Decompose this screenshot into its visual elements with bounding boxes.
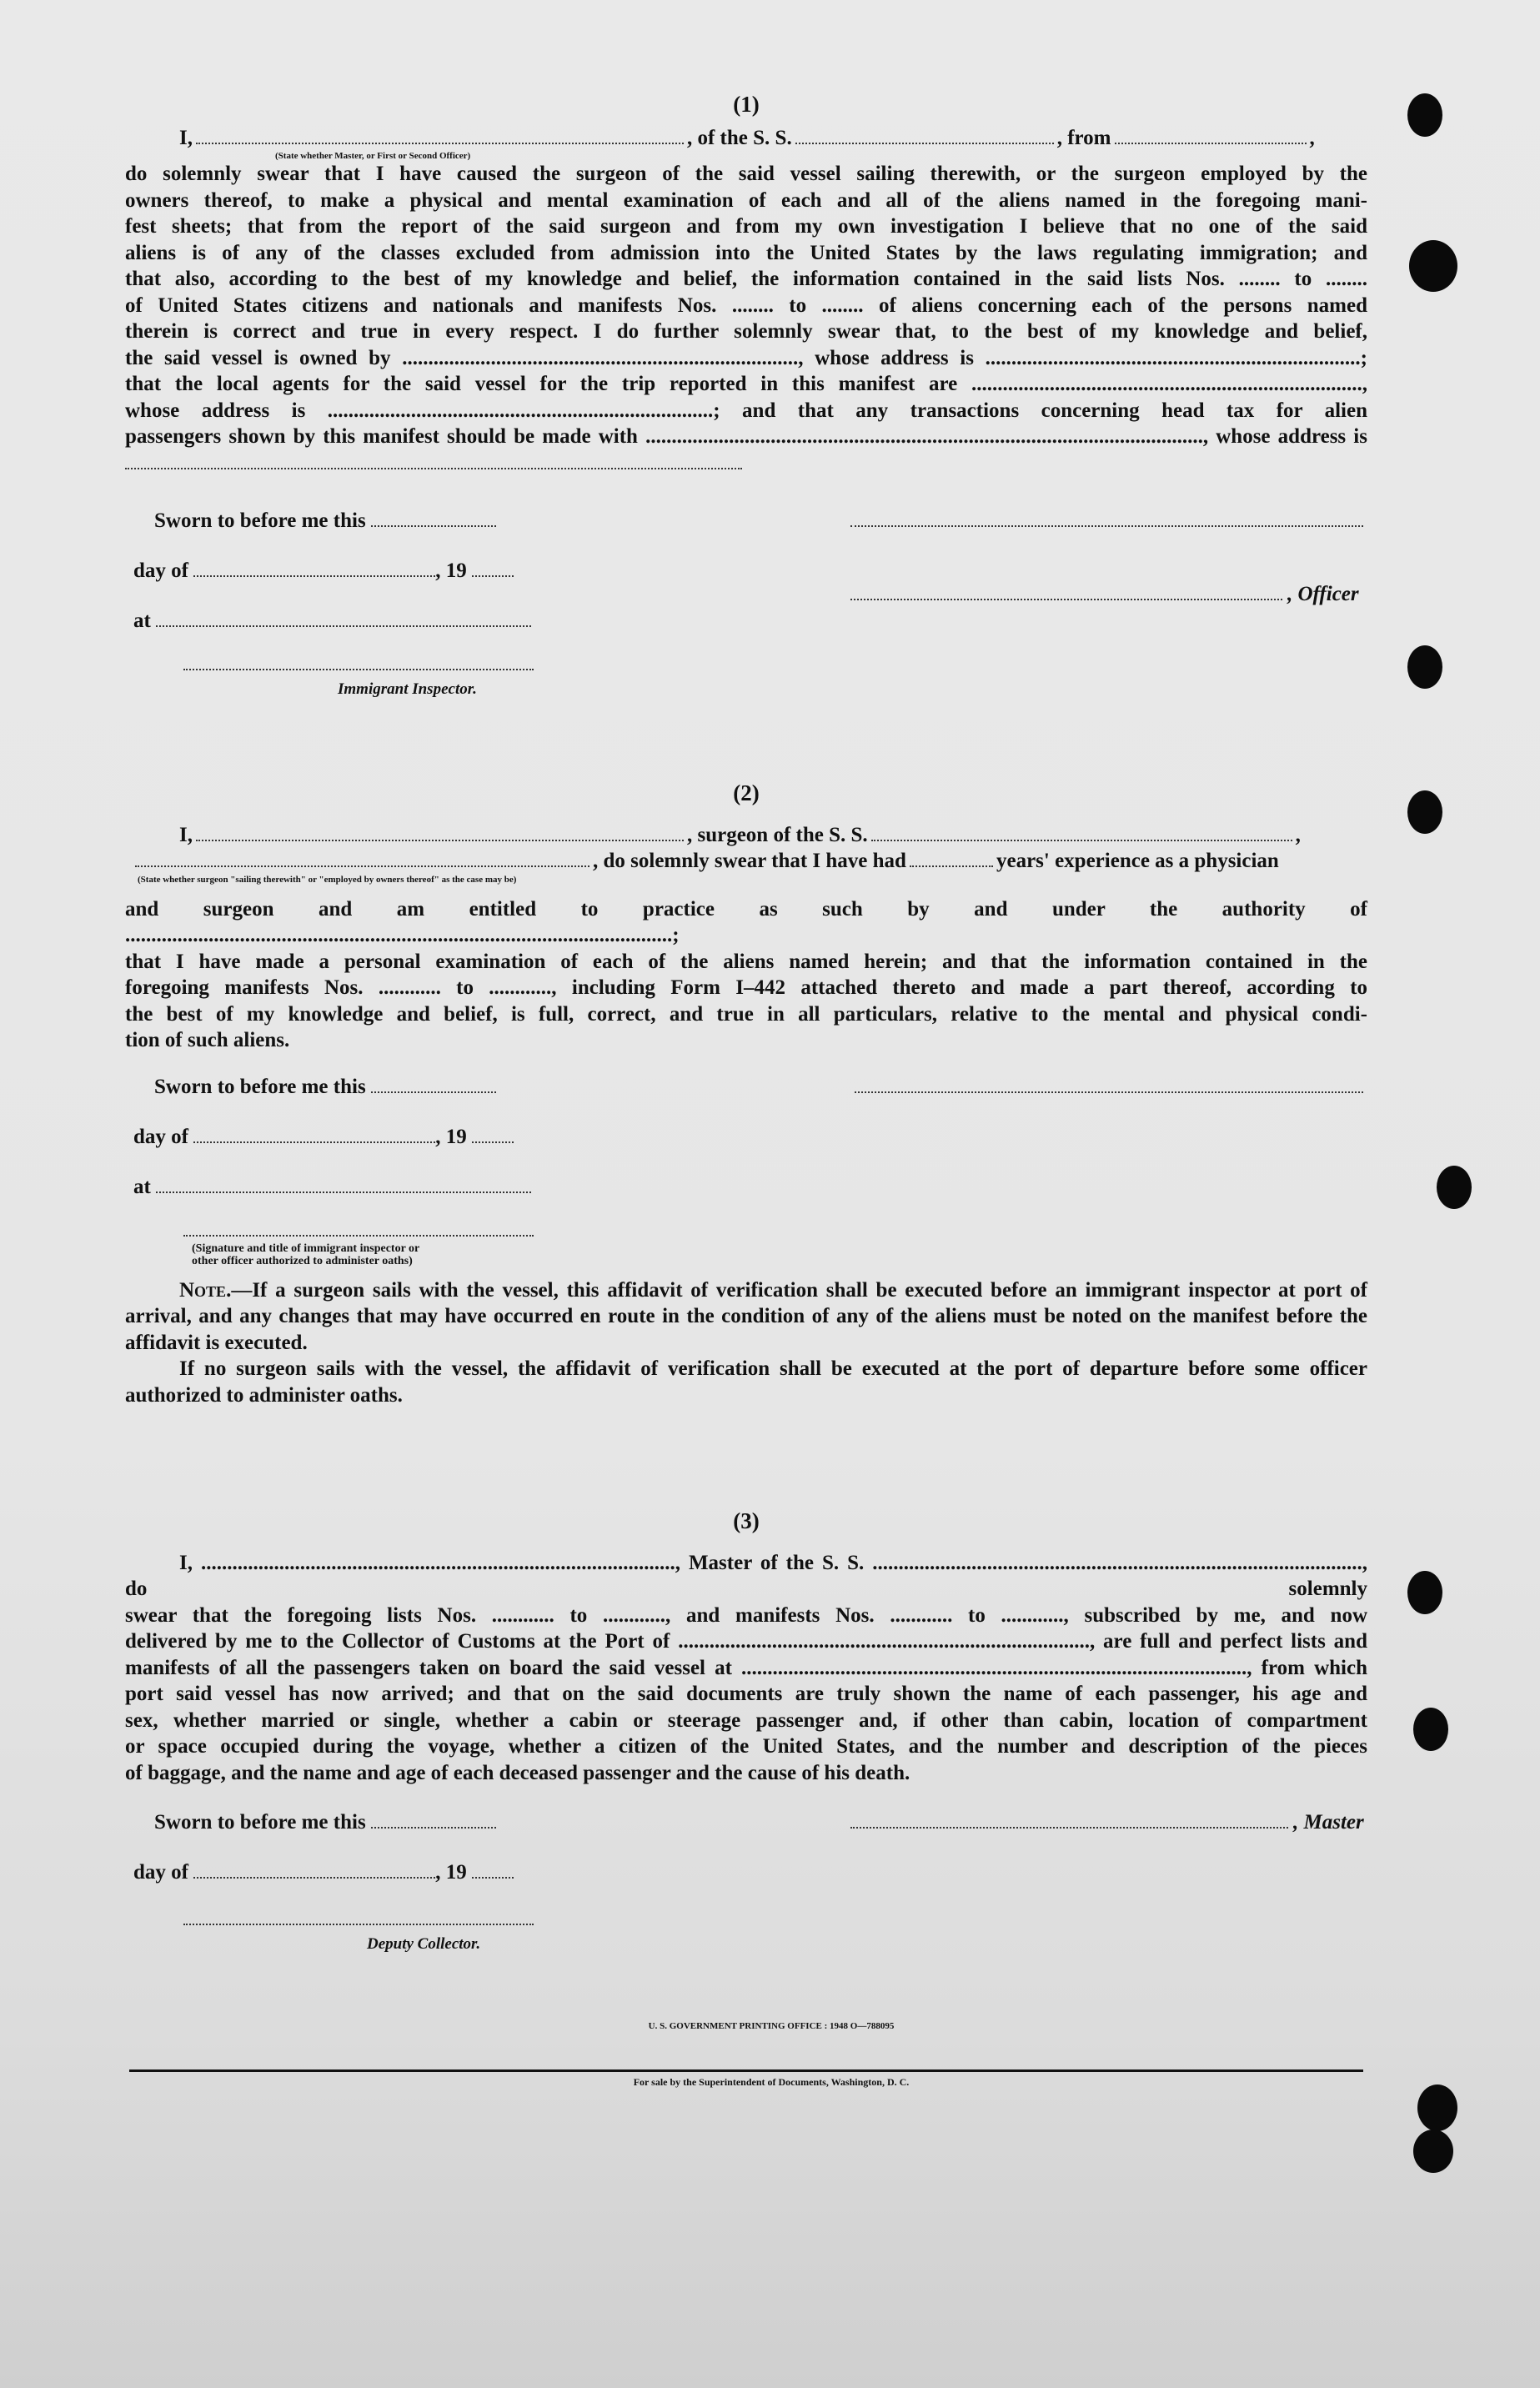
sworn-date-field[interactable] <box>371 509 496 527</box>
body-line: that I have made a personal examination of each of the aliens named herein; and that the information contained in the <box>125 950 1367 973</box>
punch-hole <box>1409 240 1457 292</box>
day-of-label: day of <box>133 1125 188 1148</box>
sworn-label: Sworn to before me this <box>154 509 366 532</box>
note-text-2: If no surgeon sails with the vessel, the affidavit of verification shall be executed at the port of departure before some officer authorized to administer oaths. <box>125 1357 1367 1407</box>
year-label: , 19 <box>435 1125 467 1148</box>
printing-office-imprint: U. S. GOVERNMENT PRINTING OFFICE : 1948 O—788095 <box>648 2021 895 2031</box>
section-number: (2) <box>733 780 760 805</box>
at-field[interactable] <box>156 1175 531 1193</box>
from-field[interactable] <box>1115 126 1307 144</box>
body-line: do solemnly swear that I have caused the surgeon of the said vessel sailing therewith, or the surgeon employed by the <box>125 163 1367 185</box>
officer-label: , Officer <box>1287 583 1359 605</box>
sworn-date-field[interactable] <box>371 1810 496 1829</box>
body-line: that also, according to the best of my knowledge and belief, the information contained in the said lists Nos. ........ to ........ <box>125 268 1367 290</box>
surgeon-line: I, , surgeon of the S. S. , <box>125 822 1367 849</box>
at-label: at <box>133 1175 151 1198</box>
year-field[interactable] <box>472 1125 514 1143</box>
label-of-ss: , of the S. S. <box>686 126 792 149</box>
signature-note-line: (Signature and title of immigrant inspector or <box>192 1242 420 1255</box>
day-of-label: day of <box>133 1861 188 1884</box>
sworn-label: Sworn to before me this <box>154 1075 366 1098</box>
day-field[interactable] <box>193 1125 435 1143</box>
body-line: whose address is ..........................................................................; and that any transactions concerning head tax for alien <box>125 399 1367 422</box>
sworn-label: Sworn to before me this <box>154 1811 366 1834</box>
body-line: delivered by me to the Collector of Customs at the Port of ..............................................................................., are full and perfect lists and <box>125 1630 1367 1653</box>
vessel-name-field[interactable] <box>795 126 1054 144</box>
body-line: the best of my knowledge and belief, is full, correct, and true in all particulars, relative to the mental and physical condi- <box>125 1002 1367 1026</box>
section-number: (1) <box>733 92 760 117</box>
body-line: aliens is of any of the classes excluded from admission into the United States by the laws regulating immigration; and <box>125 241 1367 264</box>
sworn-block-1 <box>125 493 1367 701</box>
body-line: port said vessel has now arrived; and that on the said documents are truly shown the name of each passenger, his age and <box>125 1683 1367 1705</box>
at-field[interactable] <box>156 609 531 627</box>
body-line: the said vessel is owned by ............................................................................, whose address is ........................................................................; <box>125 346 1367 369</box>
note-label: Note. <box>179 1278 232 1302</box>
deputy-signature-field[interactable] <box>183 1907 534 1925</box>
body-line: owners thereof, to make a physical and mental examination of each and all of the aliens named in the foregoing mani- <box>125 188 1367 212</box>
label-years: , do solemnly swear that I have had <box>593 850 906 872</box>
signature-field[interactable] <box>855 1075 1363 1093</box>
body-line: passengers shown by this manifest should be made with ..........................................................................................................., whose address is <box>125 425 1367 448</box>
section-number: (3) <box>733 1508 760 1533</box>
sworn-block-3 <box>125 1804 1367 1954</box>
deputy-caption: Deputy Collector. <box>367 1935 481 1953</box>
officer-field[interactable] <box>196 126 684 144</box>
body-line: tion of such aliens. <box>125 1029 290 1051</box>
master-label: , Master <box>1293 1811 1364 1834</box>
surgeon-vessel-field[interactable] <box>871 823 1292 841</box>
footer-rule <box>129 2069 1363 2072</box>
surgeon-name-field[interactable] <box>196 823 684 841</box>
inspector-signature-field[interactable] <box>183 652 534 670</box>
body-line: of United States citizens and nationals and manifests Nos. ........ to ........ of aliens concerning each of the persons named <box>125 293 1367 317</box>
body-line: therein is correct and true in every respect. I do further solemnly swear that, to the best of my knowledge and belief, <box>125 320 1367 343</box>
body-line: that the local agents for the said vessel for the trip reported in this manifest are ..........................................................................., <box>125 373 1367 395</box>
punch-hole <box>1413 1708 1448 1751</box>
for-sale-imprint: For sale by the Superintendent of Documents, Washington, D. C. <box>633 2076 910 2088</box>
label-i: I, <box>179 823 193 846</box>
punch-hole <box>1437 1166 1472 1209</box>
note-paragraph <box>125 1277 1367 1357</box>
sworn-date-field[interactable] <box>371 1075 496 1093</box>
form-content <box>125 92 1367 1954</box>
master-signature-field[interactable] <box>850 1810 1288 1829</box>
section-1-body <box>125 161 1367 450</box>
inspector-caption: Immigrant Inspector. <box>338 680 477 698</box>
surgeon-status-field[interactable] <box>135 849 589 867</box>
address-field[interactable] <box>125 451 742 469</box>
master-line: I, , of the S. S. , from , <box>125 125 1367 152</box>
body-line: fest sheets; that from the report of the said surgeon and from my own investigation I believe that no one of the said <box>125 215 1367 238</box>
label-i: I, <box>179 126 193 149</box>
surgeon-line-2 <box>125 848 1367 875</box>
punch-hole <box>1407 645 1442 689</box>
year-label: , 19 <box>435 1861 467 1884</box>
day-field[interactable] <box>193 1860 435 1879</box>
officer-note: (State whether Master, or First or Second Officer) <box>275 151 471 161</box>
signature-caption <box>192 1242 1367 1267</box>
day-field[interactable] <box>193 559 435 577</box>
surgeon-note: (State whether surgeon "sailing therewith" or "employed by owners thereof" as the case may be) <box>138 874 517 885</box>
year-field[interactable] <box>472 559 514 577</box>
years-field[interactable] <box>910 849 993 867</box>
punch-hole <box>1407 790 1442 834</box>
body-line: swear that the foregoing lists Nos. ............ to ............, and manifests Nos. ............ to ............, subscribed by me, and now <box>125 1603 1367 1627</box>
sworn-block-2 <box>125 1062 1367 1237</box>
section-3 <box>125 1508 1367 1954</box>
day-of-label: day of <box>133 559 188 582</box>
at-label: at <box>133 610 151 632</box>
body-line: or space occupied during the voyage, whether a citizen of the United States, and the number and description of the pieces <box>125 1735 1367 1758</box>
body-line: manifests of all the passengers taken on board the said vessel at ................................................................................................., from which <box>125 1656 1367 1679</box>
year-label: , 19 <box>435 559 467 582</box>
label-from: , from <box>1056 126 1111 149</box>
note-text: —If a surgeon sails with the vessel, this affidavit of verification shall be executed before an immigrant inspector at port of arrival, and any changes that may have occurred en route in the condition of any of the aliens must be noted on the manifest before the affidavit is executed. <box>125 1278 1367 1354</box>
year-field[interactable] <box>472 1860 514 1879</box>
punch-hole <box>1413 2130 1453 2173</box>
body-line: of baggage, and the name and age of each deceased passenger and the cause of his death. <box>125 1761 910 1784</box>
body-line: sex, whether married or single, whether a cabin or steerage passenger and, if other than cabin, location of compartment <box>125 1708 1367 1732</box>
label-physician: years' experience as a physician <box>996 850 1279 872</box>
signature-note-line: other officer authorized to administer oaths) <box>192 1254 413 1267</box>
label-surgeon-of: , surgeon of the S. S. <box>686 823 868 846</box>
body-line: I, ..........................................................................................., Master of the S. S. .............................................................................................., do solemnly <box>125 1551 1367 1600</box>
section-1 <box>125 92 1367 701</box>
body-line: and surgeon and am entitled to practice as such by and under the authority of .........................................................................................................; <box>125 897 1367 946</box>
section-2 <box>125 780 1367 1408</box>
body-line: foregoing manifests Nos. ............ to ............, including Form I–442 attached thereto and made a part thereof, according to <box>125 976 1367 999</box>
signature-field[interactable] <box>850 509 1363 527</box>
punch-hole <box>1407 1571 1442 1614</box>
authorized-signature-field[interactable] <box>183 1218 534 1237</box>
punch-hole <box>1407 93 1442 137</box>
punch-hole <box>1417 2084 1457 2131</box>
officer-signature-field[interactable] <box>850 582 1282 600</box>
